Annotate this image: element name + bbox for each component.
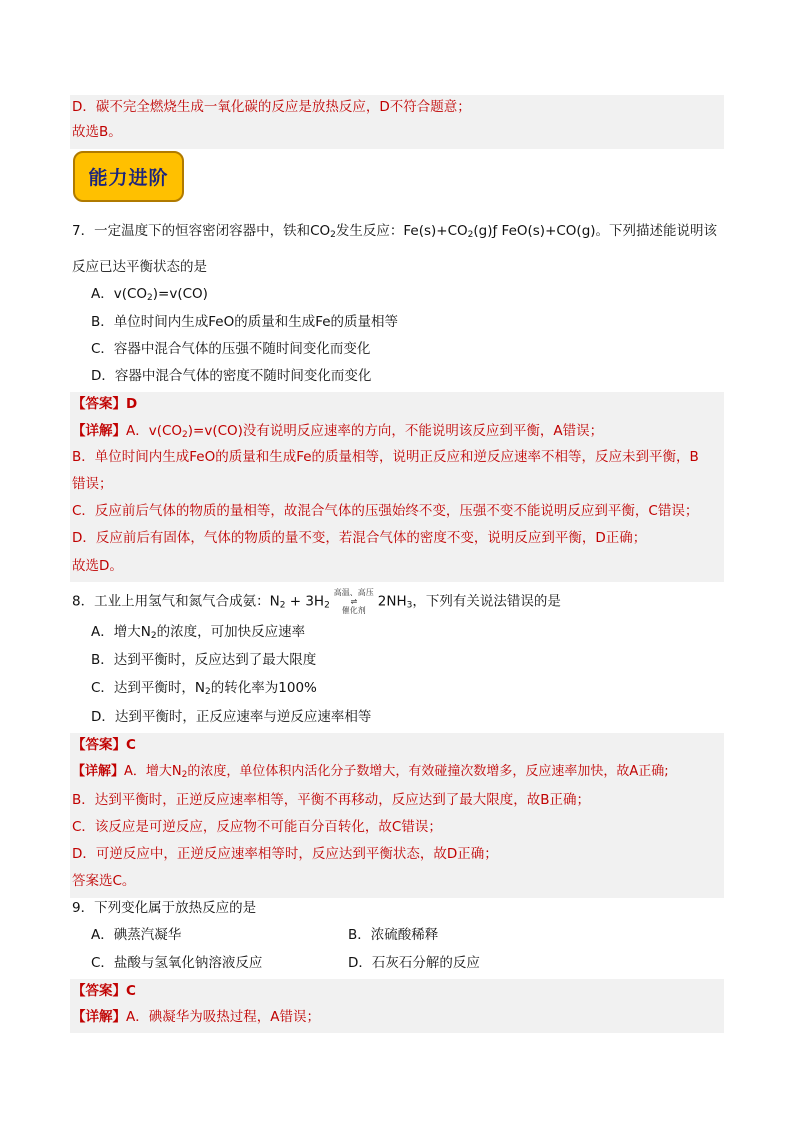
q7-stem-part3: (g)ƒ FeO(s)+CO(g)。下列描述能说明该	[473, 223, 718, 239]
q7-option-d: D．容器中混合气体的密度不随时间变化而变化	[91, 368, 372, 384]
q8-detail-a-post: 的浓度，单位体积内活化分子数增大，有效碰撞次数增多，反应速率加快，故A正确;	[187, 764, 669, 779]
prev-choose: 故选B。	[72, 124, 122, 140]
q8-option-b: B．达到平衡时，反应达到了最大限度	[91, 652, 317, 668]
q8-option-c	[91, 678, 317, 698]
q8-detail-d: D．可逆反应中，正逆反应速率相等时，反应达到平衡状态，故D正确；	[72, 846, 498, 862]
q9-answer	[72, 981, 136, 1001]
q7-stem-line2: 反应已达平衡状态的是	[72, 259, 207, 275]
q8-detail-b: B．达到平衡时，正逆反应速率相等，平衡不再移动，反应达到了最大限度，故B正确；	[72, 792, 591, 808]
q7-detail-a-post: )=v(CO)没有说明反应速率的方向，不能说明该反应到平衡，A错误；	[187, 423, 604, 439]
q9-detail-label: 【详解】	[72, 1009, 126, 1025]
sub: 2	[181, 770, 188, 780]
q7-detail-b2: 错误；	[72, 476, 113, 492]
q8-option-c-pre: C．达到平衡时，N	[91, 680, 206, 696]
q8-choose: 答案选C。	[72, 873, 136, 889]
q8-option-a	[91, 622, 305, 642]
reversible-arrow: 高温、高压 ⇌ 催化剂	[333, 588, 374, 615]
q9-stem: 9．下列变化属于放热反应的是	[72, 900, 257, 916]
q8-stem-plus: + 3H	[285, 593, 325, 610]
q9-option-d: D．石灰石分解的反应	[348, 955, 480, 971]
q8-stem-product: 2NH	[377, 593, 407, 610]
sub: 2	[150, 631, 157, 641]
q7-option-a-post: )=v(CO)	[152, 286, 208, 302]
q7-option-a-pre: A．v(CO	[91, 286, 148, 302]
sub: 2	[330, 230, 336, 240]
q8-stem-pre: 8．工业上用氢气和氮气合成氨：N	[72, 593, 280, 610]
q7-detail-a-pre: A．v(CO	[126, 423, 183, 439]
q7-stem-line1	[72, 221, 717, 241]
q7-detail-label: 【详解】	[72, 423, 126, 439]
q8-answer-block	[70, 733, 724, 898]
sub: 3	[406, 600, 413, 611]
q7-stem-part2: 发生反应：Fe(s)+CO	[335, 223, 468, 239]
sub: 2	[205, 687, 211, 697]
sub: 2	[147, 293, 153, 303]
q8-option-d: D．达到平衡时，正反应速率与逆反应速率相等	[91, 709, 372, 725]
sub: 2	[279, 600, 286, 611]
sub: 2	[324, 600, 330, 611]
q7-option-b: B．单位时间内生成FeO的质量和生成Fe的质量相等	[91, 314, 399, 330]
sub: 2	[182, 430, 188, 440]
q8-detail-c: C．该反应是可逆反应，反应物不可能百分百转化，故C错误；	[72, 819, 442, 835]
prev-detail-d: D．碳不完全燃烧生成一氧化碳的反应是放热反应，D不符合题意；	[72, 99, 471, 115]
q8-detail-label: 【详解】	[72, 764, 125, 779]
q7-detail-a	[72, 421, 603, 441]
q8-answer-text: 【答案】C	[72, 737, 136, 753]
q8-option-a-post: 的浓度，可加快反应速率	[156, 624, 306, 640]
section-badge	[73, 151, 184, 202]
arrow-condition-bottom: 催化剂	[341, 606, 366, 615]
q9-answer-text: 【答案】C	[72, 983, 136, 999]
section-badge-label: 能力进阶	[88, 167, 169, 189]
q9-detail-a-text: A．碘凝华为吸热过程，A错误；	[126, 1009, 320, 1025]
q7-option-c: C．容器中混合气体的压强不随时间变化而变化	[91, 341, 371, 357]
q7-detail-b1: B．单位时间内生成FeO的质量和生成Fe的质量相等，说明正反应和逆反应速率不相等，反应未到平衡，B	[72, 449, 699, 465]
arrow-condition-top: 高温、高压	[333, 588, 374, 597]
q8-detail-a-pre: A．增大N	[124, 764, 182, 779]
q8-option-a-pre: A．增大N	[91, 624, 151, 640]
q7-detail-c: C．反应前后气体的物质的量相等，故混合气体的压强始终不变，压强不变不能说明反应到平衡，C错误；	[72, 503, 699, 519]
q7-stem-part1: 7．一定温度下的恒容密闭容器中，铁和CO	[72, 223, 331, 239]
q8-option-c-post: 的转化率为100%	[210, 680, 317, 696]
q9-option-b: B．浓硫酸稀释	[348, 927, 439, 943]
q7-option-a	[91, 284, 208, 304]
q7-answer	[72, 394, 137, 414]
q7-answer-text: 【答案】D	[72, 396, 138, 412]
q8-stem	[72, 588, 561, 615]
q7-detail-d: D．反应前后有固体，气体的物质的量不变，若混合气体的密度不变，说明反应到平衡，D正确；	[72, 530, 647, 546]
q8-stem-post: ，下列有关说法错误的是	[412, 593, 561, 610]
q8-detail-a	[72, 762, 669, 782]
q7-choose: 故选D。	[72, 558, 123, 574]
q8-answer	[72, 735, 136, 755]
sub: 2	[467, 230, 474, 240]
q9-option-a: A．碘蒸汽凝华	[91, 927, 182, 943]
q9-option-c: C．盐酸与氢氧化钠溶液反应	[91, 955, 263, 971]
q9-detail-a	[72, 1007, 320, 1027]
